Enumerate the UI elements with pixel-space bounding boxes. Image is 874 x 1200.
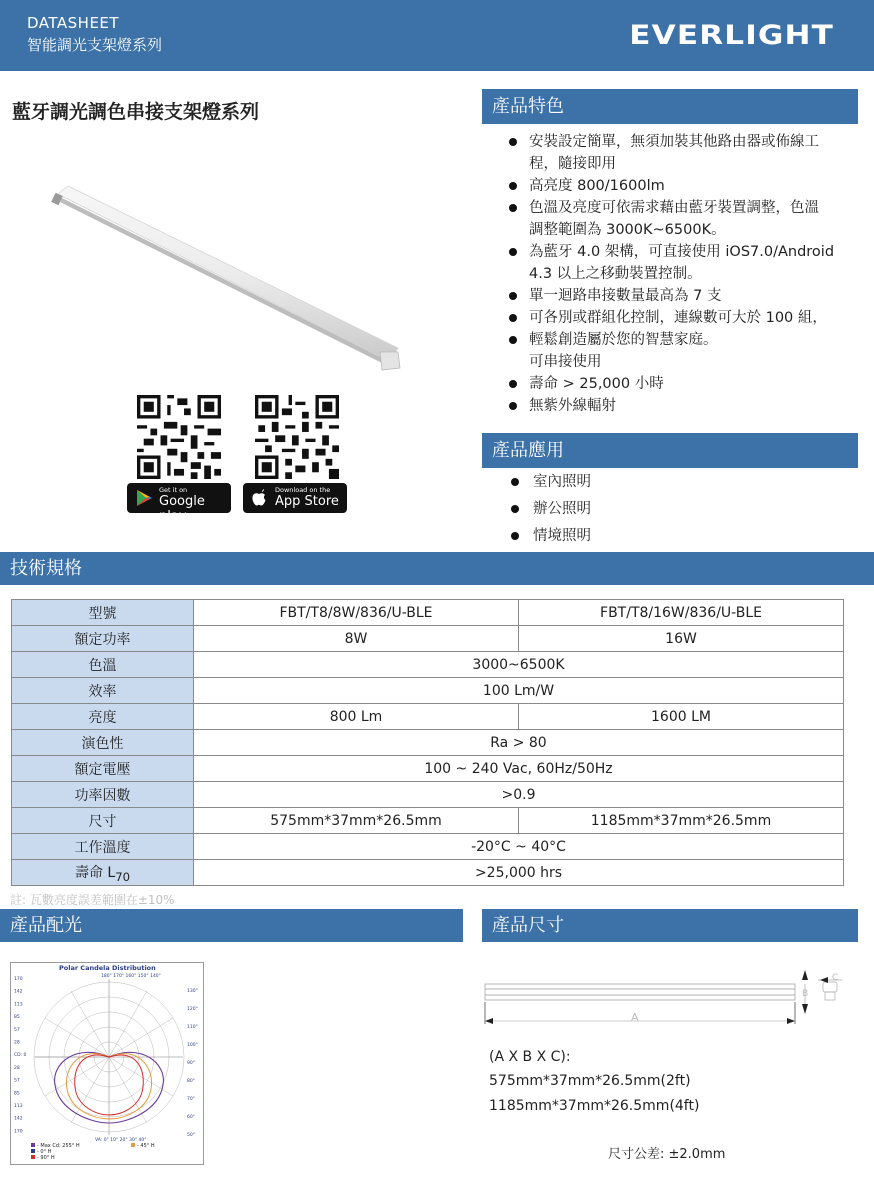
applications-section-title: 產品應用 [482,433,858,468]
spec-row [12,834,844,860]
feature-item: 可各別或群組化控制，連線數可大於 100 組， [507,307,862,329]
spec-row [12,730,844,756]
polar-candela-chart [10,962,204,1165]
spec-label [12,808,194,834]
polar-chart-title: Polar Candela Distribution [59,964,156,972]
spec-label-text: 工作溫度 [74,839,131,856]
dimension-label-a: A [631,1011,639,1024]
apple-icon [251,489,267,507]
polar-left-value: 85 [14,1015,20,1021]
spec-label-text: 尺寸 [88,813,117,830]
dimension-size-2ft: 575mm*37mm*26.5mm(2ft) [489,1073,691,1089]
spec-label-text: 額定電壓 [74,761,131,778]
spec-row [12,808,844,834]
polar-left-value: 113 [14,1002,23,1008]
spec-value: 3000~6500K [194,652,844,678]
polar-right-angles [187,988,198,1138]
feature-item: 4.3 以上之移動裝置控制。 [529,266,702,282]
spec-row [12,652,844,678]
polar-right-angle: 120° [187,1007,198,1012]
spec-row [12,626,844,652]
polar-left-value: 57 [14,1027,20,1033]
polar-left-value: 170 [14,1129,23,1135]
polar-left-value: 85 [14,1091,20,1097]
spec-value: Ra > 80 [194,730,844,756]
application-item: 室內照明 [509,471,809,493]
polar-left-value: 57 [14,1078,20,1084]
polar-chart-graphic [11,963,203,1164]
polar-right-angle: 110° [187,1025,198,1030]
feature-item: 可串接使用 [529,354,602,370]
series-label: 智能調光支架燈系列 [27,36,163,54]
app-store-qr-code[interactable] [255,395,339,479]
dimension-tolerance: 尺寸公差: ±2.0mm [608,1147,726,1162]
spec-label-text: 演色性 [81,735,124,752]
spec-label-text: 功率因數 [74,787,131,804]
legend-45h: - 45° H [137,1143,155,1149]
spec-row [12,756,844,782]
spec-value: 1185mm*37mm*26.5mm [519,808,844,834]
applications-list [509,471,809,552]
spec-value: 100 ~ 240 Vac, 60Hz/50Hz [194,756,844,782]
feature-item: 單一迴路串接數量最高為 7 支 [507,285,862,307]
spec-value: FBT/T8/16W/836/U-BLE [519,600,844,626]
polar-right-angle: 100° [187,1043,198,1048]
spec-label-text: 額定功率 [74,631,131,648]
spec-label [12,652,194,678]
feature-item: 壽命 > 25,000 小時 [507,373,862,395]
specs-section-title: 技術規格 [0,552,874,585]
page-title: 藍牙調光調色串接支架燈系列 [12,101,260,123]
feature-item: 輕鬆創造屬於您的智慧家庭。 [507,329,862,351]
polar-right-angle: 50° [187,1133,195,1138]
spec-row [12,678,844,704]
spec-value: >0.9 [194,782,844,808]
spec-label [12,600,194,626]
spec-row [12,704,844,730]
spec-value: 575mm*37mm*26.5mm [194,808,519,834]
spec-note: 註: 瓦數亮度誤差範圍在±10% [10,893,175,907]
spec-value: -20°C ~ 40°C [194,834,844,860]
polar-left-value: CD: 0 [14,1053,27,1059]
dimension-size-4ft: 1185mm*37mm*26.5mm(4ft) [489,1098,700,1114]
polar-left-value: 113 [14,1104,23,1109]
polar-right-angle: 130° [187,989,198,994]
polar-left-value: 28 [14,1065,20,1071]
google-play-qr-code[interactable] [137,395,221,479]
legend-0h: - 0° H [37,1149,52,1155]
feature-item: 為藍牙 4.0 架構，可直接使用 iOS7.0/Android [507,241,862,263]
spec-label-text: 亮度 [88,709,117,726]
light-distribution-section-title: 產品配光 [0,909,463,942]
spec-label-subscript: 70 [115,869,131,884]
polar-right-angle: 80° [187,1079,195,1084]
dimension-formula: (A X B X C): [489,1049,571,1065]
polar-right-angle: 60° [187,1115,195,1120]
everlight-logo: EVERLIGHT [629,20,834,51]
spec-label [12,678,194,704]
led-tube-image [50,180,410,375]
spec-label-text: 壽命 L [74,864,116,881]
polar-right-angle: 90° [187,1061,195,1066]
spec-row [12,860,844,886]
application-item: 辦公照明 [509,498,809,520]
spec-table [11,599,844,886]
spec-label-text: 色溫 [88,657,117,674]
features-list [507,131,862,417]
features-section-title: 產品特色 [482,89,858,124]
polar-left-value: 28 [14,1040,20,1046]
header-bar [0,0,874,71]
spec-label [12,730,194,756]
spec-value: >25,000 hrs [194,860,844,886]
google-play-button[interactable] [127,483,231,524]
dimension-drawing [480,962,860,1032]
polar-left-value: 142 [14,989,23,995]
spec-table-body [12,600,844,886]
spec-value: 16W [519,626,844,652]
polar-left-value: 170 [14,977,23,982]
spec-label [12,626,194,652]
legend-90h: - 90° H [37,1155,55,1161]
app-store-button[interactable] [243,483,347,513]
feature-item: 調整範圍為 3000K~6500K。 [529,222,726,238]
spec-label [12,834,194,860]
legend-max: - Max Cd: 255° H [37,1143,80,1149]
spec-row [12,600,844,626]
spec-label [12,704,194,730]
polar-top-angles: 180° 170° 160° 150° 140° [101,974,161,979]
feature-item: 色溫及亮度可依需求藉由藍牙裝置調整，色溫 [507,197,862,219]
polar-right-angle: 70° [187,1097,195,1102]
polar-left-values [14,976,27,1134]
app-store-small-text: Download on the [275,486,331,494]
spec-value: FBT/T8/8W/836/U-BLE [194,600,519,626]
dimension-label-c: C [832,973,839,983]
spec-label [12,860,194,886]
spec-value: 800 Lm [194,704,519,730]
dimension-label-b: B [802,989,809,999]
app-store-big-text: App Store [275,494,339,509]
feature-item: 無紫外線輻射 [507,395,862,417]
feature-item: 程，隨接即用 [529,156,616,172]
application-item: 情境照明 [509,525,809,547]
spec-label-text: 型號 [88,605,117,622]
spec-label-text: 效率 [88,683,117,700]
spec-value: 1600 LM [519,704,844,730]
polar-left-value: 142 [14,1116,23,1122]
google-play-big-text: Google play [159,494,205,524]
spec-row [12,782,844,808]
feature-item: 高亮度 800/1600lm [507,175,862,197]
spec-value: 100 Lm/W [194,678,844,704]
spec-value: 8W [194,626,519,652]
dimensions-section-title: 產品尺寸 [482,909,858,942]
google-play-icon [135,489,153,507]
polar-bottom-angles: VA: 0° 10° 20° 30° 40° [95,1138,147,1143]
datasheet-label: DATASHEET [27,14,120,32]
google-play-small-text: Get it on [159,486,188,494]
spec-label [12,782,194,808]
feature-item: 安裝設定簡單，無須加裝其他路由器或佈線工 [507,131,862,153]
spec-label [12,756,194,782]
